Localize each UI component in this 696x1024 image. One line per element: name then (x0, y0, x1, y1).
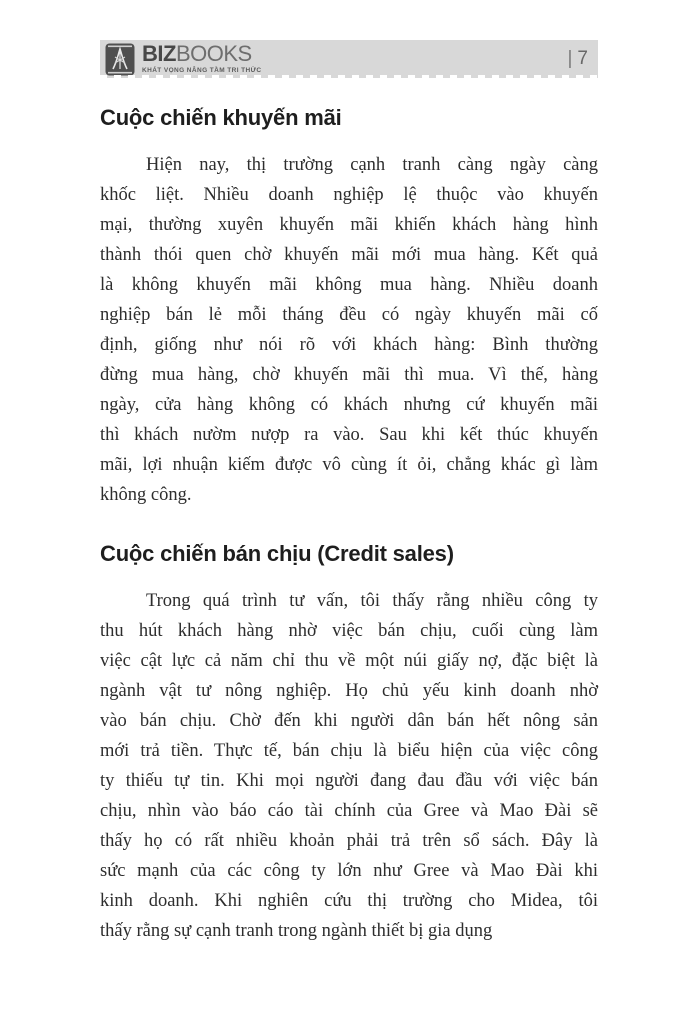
paragraph-line: Trong quá trình tư vấn, tôi thấy rằng nhiều công ty (146, 591, 598, 611)
brand-tagline: KHÁT VỌNG NÂNG TẦM TRI THỨC (142, 67, 262, 75)
page-number-value: 7 (577, 48, 588, 69)
paragraph-line: khốc liệt. Nhiều doanh nghiệp lệ thuộc vào khuyến (100, 185, 598, 205)
page-number-separator: | (567, 48, 573, 69)
bizbooks-logo-icon (105, 43, 135, 76)
paragraph-line: mại, thường xuyên khuyến mãi khiến khách hàng hình (100, 215, 598, 235)
paragraph-line: thành thói quen chờ khuyến mãi mới mua hàng. Kết quả (100, 245, 598, 265)
paragraph-line: ngành vật tư nông nghiệp. Họ chủ yếu kinh doanh nhờ (100, 681, 598, 701)
paragraph-line: mãi, lợi nhuận kiếm được vô cùng ít ỏi, chẳng khác gì làm (100, 455, 598, 475)
header-band (100, 40, 598, 78)
paragraph-line: sức mạnh của các công ty lớn như Gree và Mao Đài khi (100, 861, 598, 881)
paragraph-line: là không khuyến mãi không mua hàng. Nhiều doanh (100, 275, 598, 295)
paragraph-line: Hiện nay, thị trường cạnh tranh càng ngày càng (146, 155, 598, 175)
paragraph-line: thấy rằng sự cạnh tranh trong ngành thiết bị gia dụng (100, 921, 493, 941)
paragraph-line: thu hút khách hàng nhờ việc bán chịu, cuối cùng làm (100, 621, 598, 641)
paragraph-line: định, giống như nói rõ với khách hàng: Bình thường (100, 335, 598, 355)
paragraph-line: vào bán chịu. Chờ đến khi người dân bán hết nông sản (100, 711, 598, 731)
brand-wordmark (142, 43, 261, 65)
publisher-logo (105, 43, 261, 76)
page-content (100, 104, 598, 946)
paragraph-line: mới trả tiền. Thực tế, bán chịu là biểu hiện của việc công (100, 741, 598, 761)
page-number (567, 48, 588, 70)
paragraph-line: kinh doanh. Khi nghiên cứu thị trường cho Midea, tôi (100, 891, 598, 911)
brand-biz: BIZ (142, 41, 176, 67)
paragraph-line: đừng mua hàng, chờ khuyến mãi thì mua. Vì thế, hàng (100, 365, 598, 385)
heading-promo-war: Cuộc chiến khuyến mãi (100, 105, 342, 130)
paragraph-line: chịu, nhìn vào báo cáo tài chính của Gree và Mao Đài sẽ (100, 801, 598, 821)
paragraph-credit-sales (100, 586, 598, 946)
paragraph-line: thấy họ có rất nhiều khoản phải trả trên sổ sách. Đây là (100, 831, 598, 851)
section-credit-sales (100, 540, 598, 946)
brand-books: BOOKS (175, 41, 252, 67)
section-promo-war (100, 104, 598, 510)
paragraph-line: việc cật lực cả năm chỉ thu về một núi giấy nợ, đặc biệt là (100, 651, 598, 671)
paragraph-line: nghiệp bán lẻ mỗi tháng đều có ngày khuyến mãi cố (100, 305, 598, 325)
paragraph-line: không công. (100, 485, 192, 505)
brand-block (142, 43, 261, 75)
paragraph-line: thì khách nườm nượp ra vào. Sau khi kết thúc khuyến (100, 425, 598, 445)
paragraph-line: ty thiếu tự tin. Khi mọi người đang đau đầu với việc bán (100, 771, 598, 791)
paragraph-promo-war (100, 150, 598, 510)
paragraph-line: ngày, cửa hàng không có khách nhưng cứ khuyến mãi (100, 395, 598, 415)
heading-credit-sales: Cuộc chiến bán chịu (Credit sales) (100, 541, 454, 566)
